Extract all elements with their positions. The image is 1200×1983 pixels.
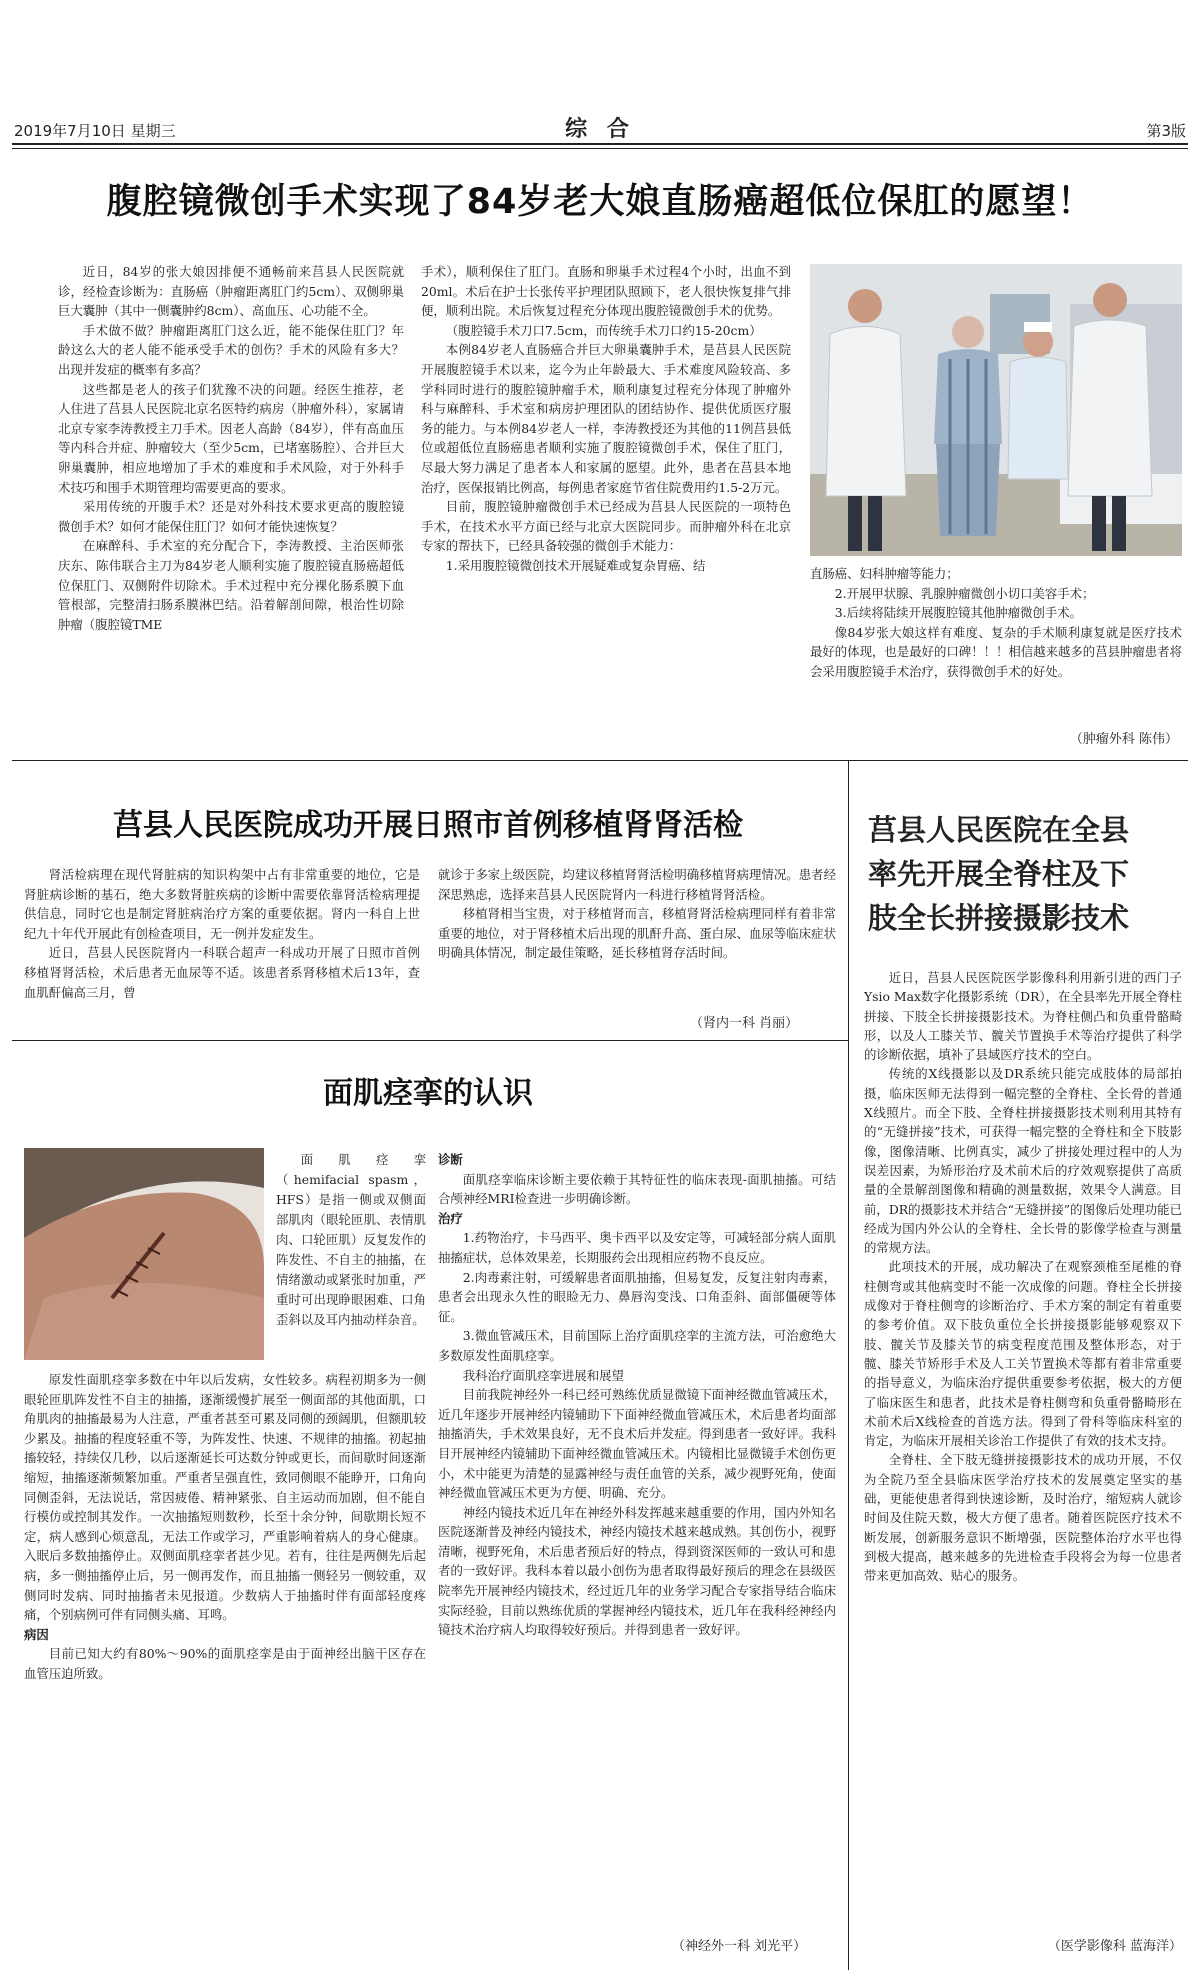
paragraph: 全脊柱、全下肢无缝拼接摄影技术的成功开展，不仅为全院乃至全县临床医学治疗技术的发展奠定坚实的基础，更能使患者得到快速诊断，及时治疗，缩短病人就诊时间及住院天数，极大方便了患者。随着医院医疗技术不断发展，创新服务意识不断增强，医院整体治疗水平也得到极大提高，越来越多的先进检查手段将会为每一位患者带来更加高效、贴心的服务。	[864, 1452, 1182, 1584]
article1-byline: （肿瘤外科 陈伟）	[1069, 732, 1178, 747]
article2-col1	[24, 865, 420, 1025]
neck-incision-graphic	[24, 1148, 264, 1360]
article1-col2	[421, 262, 791, 744]
article4-title-line: 率先开展全脊柱及下	[868, 857, 1130, 891]
paragraph: 2.开展甲状腺、乳腺肿瘤微创小切口美容手术；	[834, 585, 1095, 601]
paragraph: 本例84岁老人直肠癌合并巨大卵巢囊肿手术，是莒县人民医院开展腹腔镜手术以来，迄今为止年龄最大、手术难度风险较高、多学科同时进行的腹腔镜肿瘤手术，顺利康复过程充分体现了肿瘤外科与麻醉科、手术室和病房护理团队的团结协作、提供优质医疗服务的能力。与本例84岁老人一样，李涛教授还为其他的11例莒县低位或超低位直肠癌患者顺利实施了腹腔镜微创手术，保住了肛门，尽最大努力满足了患者本人和家属的愿望。此外，患者在莒县本地治疗，医保报销比例高，每例患者家庭节省住院费用约1.5-2万元。	[421, 342, 791, 495]
paragraph: 3.后续将陆续开展腹腔镜其他肿瘤微创手术。	[834, 605, 1083, 621]
paragraph: 面肌痉挛（hemifacial spasm，HFS）是指一侧或双侧面部肌肉（眼轮匝肌、表情肌肉、口轮匝肌）反复发作的阵发性、不自主的抽搐，在情绪激动或紧张时加重，严重时可出现睁眼困难、口角歪斜以及耳内抽动样杂音。	[276, 1152, 426, 1327]
article3-col1	[24, 1370, 426, 1890]
article4-byline: （医学影像科 蓝海洋）	[1047, 1939, 1182, 1954]
article3-title: 面肌痉挛的认识	[323, 1076, 533, 1111]
neck-incision-photo	[24, 1148, 264, 1360]
article4-title	[868, 808, 1184, 940]
header-rule-top	[12, 143, 1188, 145]
section-heading: 我科治疗面肌痉挛进展和展望	[462, 1367, 624, 1383]
article1-col1	[58, 262, 404, 744]
paragraph: 神经内镜技术近几年在神经外科发挥越来越重要的作用，国内外知名医院逐渐普及神经内镜技术，神经内镜技术越来越成熟。其创伤小，视野清晰，视野死角，术后患者预后好的特点，得到资深医师的一致认可和患者的一致好评。我科本着以最小创伤为患者取得最好预后的理念在县级医院率先开展神经内镜技术，经过近几年的业务学习配合专家指导结合临床实际经验，目前以熟练优质的掌握神经内镜技术，近几年在我科经神经内镜技术治疗病人均取得较好预后。并得到患者一致好评。	[438, 1504, 836, 1638]
header-rule-bottom	[12, 148, 1188, 149]
article1-col3	[810, 564, 1182, 722]
paragraph: 肾活检病理在现代肾脏病的知识构架中占有非常重要的地位，它是肾脏病诊断的基石，绝大多数肾脏疾病的诊断中需要依靠肾活检病理提供信息，同时它也是制定肾脏病治疗方案的重要依据。肾内一科自上世纪九十年代开展此有创检查项目，无一例并发症发生。	[24, 867, 420, 941]
column-divider	[848, 760, 849, 1970]
paragraph: 就诊于多家上级医院，均建议移植肾肾活检明确移植肾病理情况。患者经深思熟虑，选择来莒县人民医院肾内一科进行移植肾肾活检。	[438, 867, 836, 902]
article3-byline: （神经外一科 刘光平）	[672, 1939, 807, 1954]
article2-byline: （肾内一科 肖丽）	[690, 1016, 799, 1031]
section-heading: 病因	[24, 1626, 49, 1642]
paragraph: （腹腔镜手术刀口7.5cm，而传统手术刀口约15-20cm）	[445, 322, 762, 338]
paragraph: 2.肉毒素注射，可缓解患者面肌抽搐，但易复发，反复注射肉毒素，患者会出现永久性的眼睑无力、鼻唇沟变浅、口角歪斜、面部僵硬等体征。	[438, 1269, 836, 1324]
article3-intro	[276, 1150, 426, 1362]
article4-title-line: 肢全长拼接摄影技术	[868, 901, 1130, 935]
header-section: 综 合	[565, 116, 635, 142]
section-heading: 治疗	[438, 1210, 463, 1226]
paragraph: 原发性面肌痉挛多数在中年以后发病，女性较多。病程初期多为一侧眼轮匝肌阵发性不自主的抽搐，逐渐缓慢扩展至一侧面部的其他面肌，口角肌肉的抽搐最易为人注意，严重者甚至可累及同侧的颈阔肌，但额肌较少累及。抽搐的程度轻重不等，为阵发性、快速、不规律的抽搐。初起抽搐较轻，持续仅几秒，以后逐渐延长可达数分钟或更长，而间歇时间逐渐缩短，抽搐逐渐频繁加重。严重者呈强直性，致同侧眼不能睁开，口角向同侧歪斜，无法说话，常因疲倦、精神紧张、自主运动而加剧，但不能自行模仿或控制其发作。一次抽搐短则数秒，长至十余分钟，间歇期长短不定，病人感到心烦意乱，无法工作或学习，严重影响着病人的身心健康。入眠后多数抽搐停止。双侧面肌痉挛者甚少见。若有，往往是两侧先后起病，多一侧抽搐停止后，另一侧再发作，而且抽搐一侧轻另一侧较重，双侧同时发病、同时抽搐者未见报道。少数病人于抽搐时伴有面部轻度疼痛，个别病例可伴有同侧头痛、耳鸣。	[24, 1372, 426, 1623]
paragraph: 目前我院神经外一科已经可熟练优质显微镜下面神经微血管减压术，近几年逐步开展神经内镜辅助下下面神经微血管减压术，术后患者均面部抽搐消失，手术效果良好，无不良术后并发症。得到患者一致好评。我科目开展神经内镜辅助下面神经微血管减压术。内镜相比显微镜手术创伤更小，术中能更为清楚的显露神经与责任血管的关系，减少视野死角，使面神经微血管减压术更为方便、明确、充分。	[438, 1387, 836, 1501]
paragraph: 直肠癌、妇科肿瘤等能力；	[810, 566, 959, 581]
article3-col2	[438, 1150, 836, 1920]
header-page: 第3版	[1146, 122, 1186, 140]
section-divider-2	[12, 1040, 848, 1041]
paragraph: 这些都是老人的孩子们犹豫不决的问题。经医生推荐，老人住进了莒县人民医院北京名医特约病房（肿瘤外科），家属请北京专家李涛教授主刀手术。因老人高龄（84岁），伴有高血压等内科合并症、肿瘤较大（至少5cm，已堵塞肠腔）、合并巨大卵巢囊肿，相应地增加了手术的难度和手术风险，对于外科手术技巧和围手术期管理均需要更高的要求。	[58, 381, 404, 495]
article1-title: 腹腔镜微创手术实现了84岁老大娘直肠癌超低位保肛的愿望！	[106, 182, 1094, 222]
header-date: 2019年7月10日 星期三	[14, 122, 176, 140]
article2-title: 莒县人民医院成功开展日照市首例移植肾肾活检	[113, 808, 743, 843]
article4-body	[864, 968, 1182, 1920]
paragraph: 近日，莒县人民医院医学影像科利用新引进的西门子Ysio Max数字化摄影系统（DR），在全县率先开展全脊柱拼接、下肢全长拼接摄影技术。为脊柱侧凸和负重骨骼畸形，以及人工膝关节、髋关节置换手术等治疗提供了科学的诊断依据，填补了县域医疗技术的空白。	[864, 970, 1182, 1063]
paragraph: 近日，莒县人民医院肾内一科联合超声一科成功开展了日照市首例移植肾肾活检，术后患者无血尿等不适。该患者系肾移植术后13年，查血肌酐偏高三月，曾	[24, 945, 420, 1000]
paragraph: 在麻醉科、手术室的充分配合下，李涛教授、主治医师张庆东、陈伟联合主刀为84岁老人顺利实施了腹腔镜直肠癌超低位保肛门、双侧附件切除术。手术过程中充分裸化肠系膜下血管根部，完整清扫肠系膜淋巴结。沿着解剖间隙，根治性切除肿瘤（腹腔镜TME	[58, 538, 404, 632]
patient-team-photo-graphic	[810, 264, 1182, 556]
paragraph: 面肌痉挛临床诊断主要依赖于其特征性的临床表现-面肌抽搐。可结合颅神经MRI检查进一步明确诊断。	[438, 1171, 836, 1207]
paragraph: 采用传统的开腹手术？还是对外科技术要求更高的腹腔镜微创手术？如何才能保住肛门？如何才能快速恢复？	[58, 499, 404, 534]
paragraph: 3.微血管减压术，目前国际上治疗面肌痉挛的主流方法，可治愈绝大多数原发性面肌痉挛。	[438, 1328, 836, 1363]
paragraph: 目前已知大约有80%～90%的面肌痉挛是由于面神经出脑干区存在血管压迫所致。	[24, 1646, 426, 1681]
paragraph: 手术做不做？肿瘤距离肛门这么近，能不能保住肛门？年龄这么大的老人能不能承受手术的创伤？手术的风险有多大？出现并发症的概率有多高？	[58, 322, 404, 377]
paragraph: 此项技术的开展，成功解决了在观察颈椎至尾椎的脊柱侧弯或其他病变时不能一次成像的问题。脊柱全长拼接成像对于脊柱侧弯的诊断治疗、手术方案的制定有着重要的参考价值。双下肢负重位全长拼接摄影能够观察双下肢、髋关节及膝关节的病变程度范围及整体形态，对于髋、膝关节矫形手术及人工关节置换术等都有着非常重要的指导意义，为临床治疗提供重要参考依据，极大的方便了临床医生和患者，此技术是脊柱侧弯和负重骨骼畸形在术前术后X线检查的首选方法。得到了骨科等临床科室的肯定，为临床开展相关诊治工作提供了有效的技术支持。	[864, 1259, 1182, 1449]
paragraph: 1.药物治疗，卡马西平、奥卡西平以及安定等，可减轻部分病人面肌抽搐症状，总体效果差，长期服药会出现相应药物不良反应。	[438, 1230, 836, 1265]
paragraph: 近日，84岁的张大娘因排便不通畅前来莒县人民医院就诊，经检查诊断为：直肠癌（肿瘤距离肛门约5cm）、双侧卵巢巨大囊肿（其中一侧囊肿约8cm）、高血压、心功能不全。	[58, 264, 404, 319]
paragraph: 像84岁张大娘这样有难度、复杂的手术顺利康复就是医疗技术最好的体现，也是最好的口碑！！！相信越来越多的莒县肿瘤患者将会采用腹腔镜手术治疗，获得微创手术的好处。	[810, 624, 1182, 679]
article4-title-line: 莒县人民医院在全县	[868, 813, 1130, 847]
section-heading: 诊断	[438, 1152, 463, 1167]
paragraph: 手术），顺利保住了肛门。直肠和卵巢手术过程4个小时，出血不到20ml。术后在护士长张传平护理团队照顾下，老人很快恢复排气排便，顺利出院。术后恢复过程充分体现出腹腔镜微创手术的优势。	[421, 264, 791, 319]
paragraph: 传统的X线摄影以及DR系统只能完成肢体的局部拍摄，临床医师无法得到一幅完整的全脊柱、全长骨的普通X线照片。而全下肢、全脊柱拼接摄影技术则利用其特有的“无缝拼接”技术，可获得一幅完整的全脊柱和全下肢影像，图像清晰、比例真实，减少了拼接处理过程中的人为误差因素，为矫形治疗及术前术后的疗效观察提供了高质量的全景解剖图像和精确的测量数据，效果令人满意。目前，DR的摄影技术并结合“无缝拼接”的图像后处理功能已经成为国内外公认的全脊柱、全长骨的影像学检查与测量的常规方法。	[864, 1066, 1182, 1256]
patient-team-photo	[810, 264, 1182, 556]
section-divider-1	[12, 760, 1188, 761]
paragraph: 移植肾相当宝贵，对于移植肾而言，移植肾肾活检病理同样有着非常重要的地位，对于肾移植术后出现的肌酐升高、蛋白尿、血尿等临床症状明确具体情况，制定最佳策略，延长移植肾存活时间。	[438, 906, 836, 961]
paragraph: 目前，腹腔镜肿瘤微创手术已经成为莒县人民医院的一项特色手术，在技术水平方面已经与北京大医院同步。而肿瘤外科在北京专家的帮扶下，已经具备较强的微创手术能力：	[421, 499, 791, 554]
article2-col2	[438, 865, 836, 985]
paragraph: 1.采用腹腔镜微创技术开展疑难或复杂胃癌、结	[445, 557, 706, 573]
